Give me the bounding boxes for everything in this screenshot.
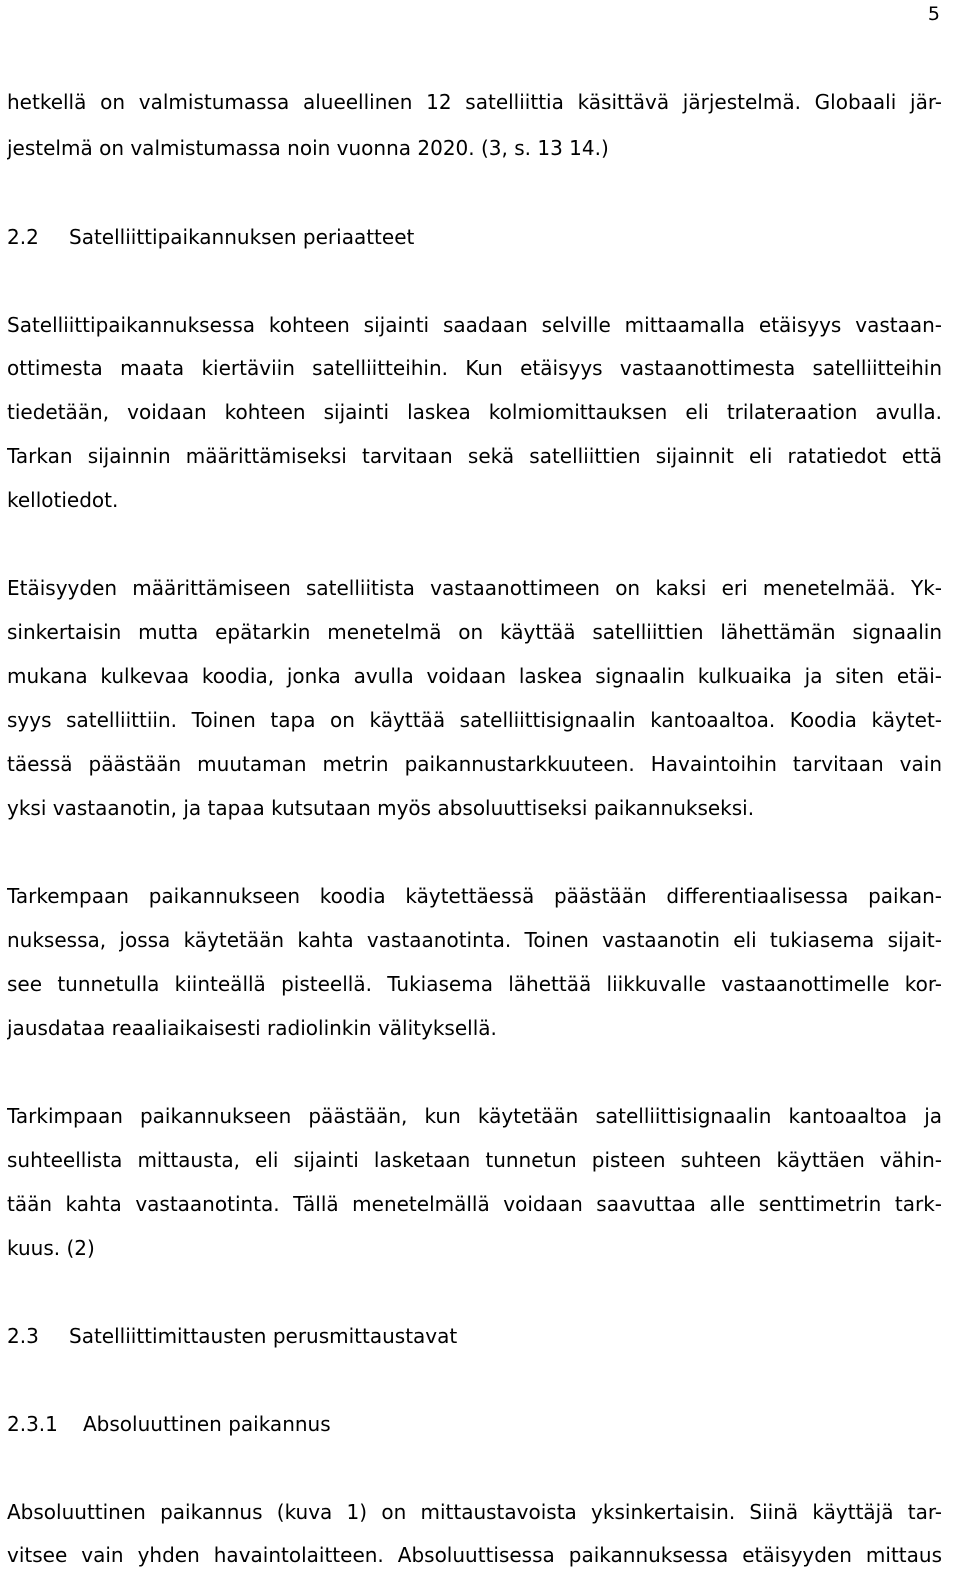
paragraph-line: Tarkimpaan paikannukseen päästään, kun käytetään satelliittisignaalin kantoaaltoa ja [7,1104,942,1128]
paragraph-line: Tarkan sijainnin määrittämiseksi tarvitaan sekä satelliittien sijainnit eli ratatiedot että [7,444,942,468]
paragraph-line: tään kahta vastaanotinta. Tällä menetelmällä voidaan saavuttaa alle senttimetrin tark- [7,1192,942,1216]
page-number: 5 [927,3,940,25]
section-heading [7,222,414,252]
paragraph-line: Satelliittipaikannuksessa kohteen sijainti saadaan selville mittaamalla etäisyys vastaan- [7,313,942,337]
paragraph-line: täessä päästään muutaman metrin paikannustarkkuuteen. Havaintoihin tarvitaan vain [7,752,942,776]
paragraph-line: see tunnetulla kiinteällä pisteellä. Tukiasema lähettää liikkuvalle vastaanottimelle kor- [7,972,942,996]
paragraph-line: mukana kulkevaa koodia, jonka avulla voidaan laskea signaalin kulkuaika ja siten etäi- [7,664,942,688]
paragraph-line: vitsee vain yhden havaintolaitteen. Absoluuttisessa paikannuksessa etäisyyden mittaus [7,1543,942,1567]
paragraph-line: tiedetään, voidaan kohteen sijainti laskea kolmiomittauksen eli trilateraation avulla. [7,400,942,424]
heading-title: Absoluuttinen paikannus [83,1412,331,1436]
paragraph-line: Etäisyyden määrittämiseen satelliitista vastaanottimeen on kaksi eri menetelmää. Yk- [7,576,942,600]
paragraph-line: Absoluuttinen paikannus (kuva 1) on mittaustavoista yksinkertaisin. Siinä käyttäjä tar- [7,1500,942,1524]
paragraph-line: sinkertaisin mutta epätarkin menetelmä on käyttää satelliittien lähettämän signaalin [7,620,942,644]
heading-title: Satelliittimittausten perusmittaustavat [69,1324,458,1348]
paragraph-line: ottimesta maata kiertäviin satelliitteihin. Kun etäisyys vastaanottimesta satelliitteihin [7,356,942,380]
paragraph-line: Tarkempaan paikannukseen koodia käytettäessä päästään differentiaalisessa paikan- [7,884,942,908]
heading-number: 2.3 [7,1324,39,1348]
paragraph-line: yksi vastaanotin, ja tapaa kutsutaan myös absoluuttiseksi paikannukseksi. [7,796,755,820]
paragraph-line: kellotiedot. [7,488,119,512]
heading-number: 2.2 [7,225,39,249]
paragraph-line: jestelmä on valmistumassa noin vuonna 2020. (3, s. 13 14.) [7,136,609,160]
paragraph-line: syys satelliittiin. Toinen tapa on käyttää satelliittisignaalin kantoaaltoa. Koodia käytet- [7,708,942,732]
paragraph-line: hetkellä on valmistumassa alueellinen 12 satelliittia käsittävä järjestelmä. Globaali jär- [7,90,942,114]
heading-number: 2.3.1 [7,1412,58,1436]
subsection-heading [7,1409,331,1439]
section-heading [7,1321,457,1351]
paragraph-line: suhteellista mittausta, eli sijainti lasketaan tunnetun pisteen suhteen käyttäen vähin- [7,1148,942,1172]
paragraph-line: nuksessa, jossa käytetään kahta vastaanotinta. Toinen vastaanotin eli tukiasema sijait- [7,928,942,952]
paragraph-line: kuus. (2) [7,1236,95,1260]
paragraph-line: jausdataa reaaliaikaisesti radiolinkin välityksellä. [7,1016,497,1040]
heading-title: Satelliittipaikannuksen periaatteet [69,225,415,249]
